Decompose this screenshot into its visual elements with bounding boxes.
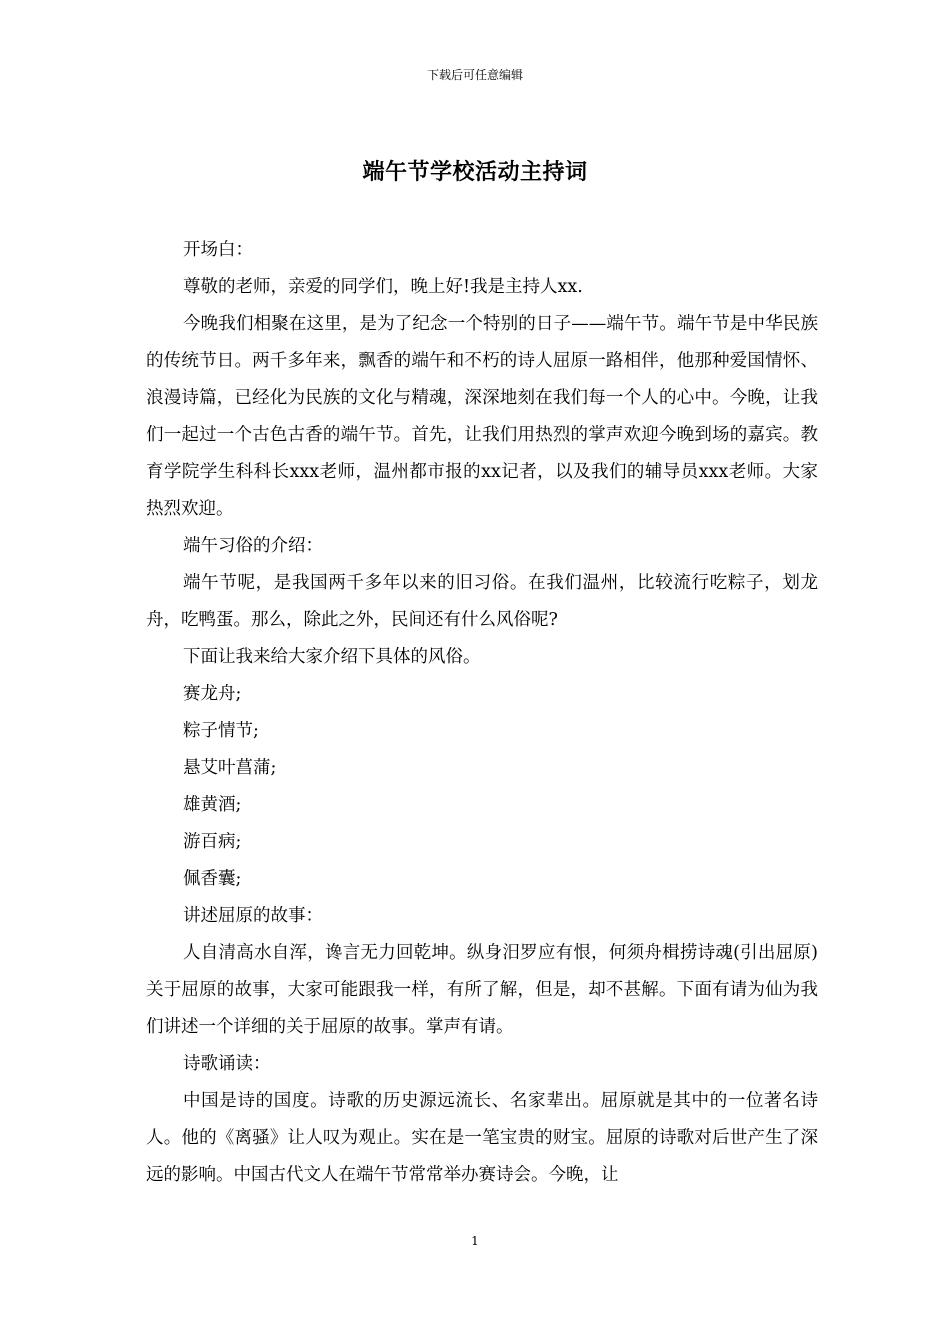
paragraph-customs-lead: 下面让我来给大家介绍下具体的风俗。 bbox=[183, 647, 481, 667]
paragraph-story: 人自清高水自浑，谗言无力回乾坤。纵身汨罗应有恨，何须舟楫捞诗魂(引出屈原)关于屈原的故事，大家可能跟我一样，有所了解，但是，却不甚解。下面有请为仙为我们讲述一个详细的关于屈原的故事。掌声有请。 bbox=[146, 943, 818, 1037]
document-title: 端午节学校活动主持词 bbox=[362, 159, 588, 185]
paragraph-customs-heading: 端午习俗的介绍： bbox=[183, 536, 323, 556]
list-item-custom: 雄黄酒; bbox=[183, 795, 242, 815]
paragraph-story-heading: 讲述屈原的故事： bbox=[183, 906, 323, 926]
list-item-custom: 游百病; bbox=[183, 832, 242, 852]
paragraph-poetry-heading: 诗歌诵读： bbox=[183, 1054, 271, 1074]
list-item-custom: 粽子情节; bbox=[183, 721, 259, 741]
list-item-custom: 悬艾叶菖蒲; bbox=[183, 758, 277, 778]
paragraph-introduction: 今晚我们相聚在这里，是为了纪念一个特别的日子——端午节。端午节是中华民族的传统节日。两千多年来，飘香的端午和不朽的诗人屈原一路相伴，他那种爱国情怀、浪漫诗篇，已经化为民族的文化与精魂，深深地刻在我们每一个人的心中。今晚，让我们一起过一个古色古香的端午节。首先，让我们用热烈的掌声欢迎今晚到场的嘉宾。教育学院学生科科长xxx老师，温州都市报的xx记者，以及我们的辅导员xxx老师。大家热烈欢迎。 bbox=[146, 314, 818, 519]
list-item-custom: 佩香囊; bbox=[183, 869, 242, 889]
header-note: 下载后可任意编辑 bbox=[426, 68, 523, 82]
list-item-custom: 赛龙舟; bbox=[183, 684, 242, 704]
paragraph-opening-heading: 开场白： bbox=[183, 240, 253, 260]
paragraph-greeting: 尊敬的老师，亲爱的同学们，晚上好!我是主持人xx. bbox=[183, 277, 583, 297]
page-number: 1 bbox=[471, 1234, 479, 1248]
document-body bbox=[146, 232, 818, 1194]
paragraph-poetry: 中国是诗的国度。诗歌的历史源远流长、名家辈出。屈原就是其中的一位著名诗人。他的《离骚》让人叹为观止。实在是一笔宝贵的财宝。屈原的诗歌对后世产生了深远的影响。中国古代文人在端午节常常举办赛诗会。今晚，让 bbox=[146, 1091, 818, 1185]
paragraph-customs-intro: 端午节呢，是我国两千多年以来的旧习俗。在我们温州，比较流行吃粽子，划龙舟，吃鸭蛋。那么，除此之外，民间还有什么风俗呢? bbox=[146, 573, 818, 630]
